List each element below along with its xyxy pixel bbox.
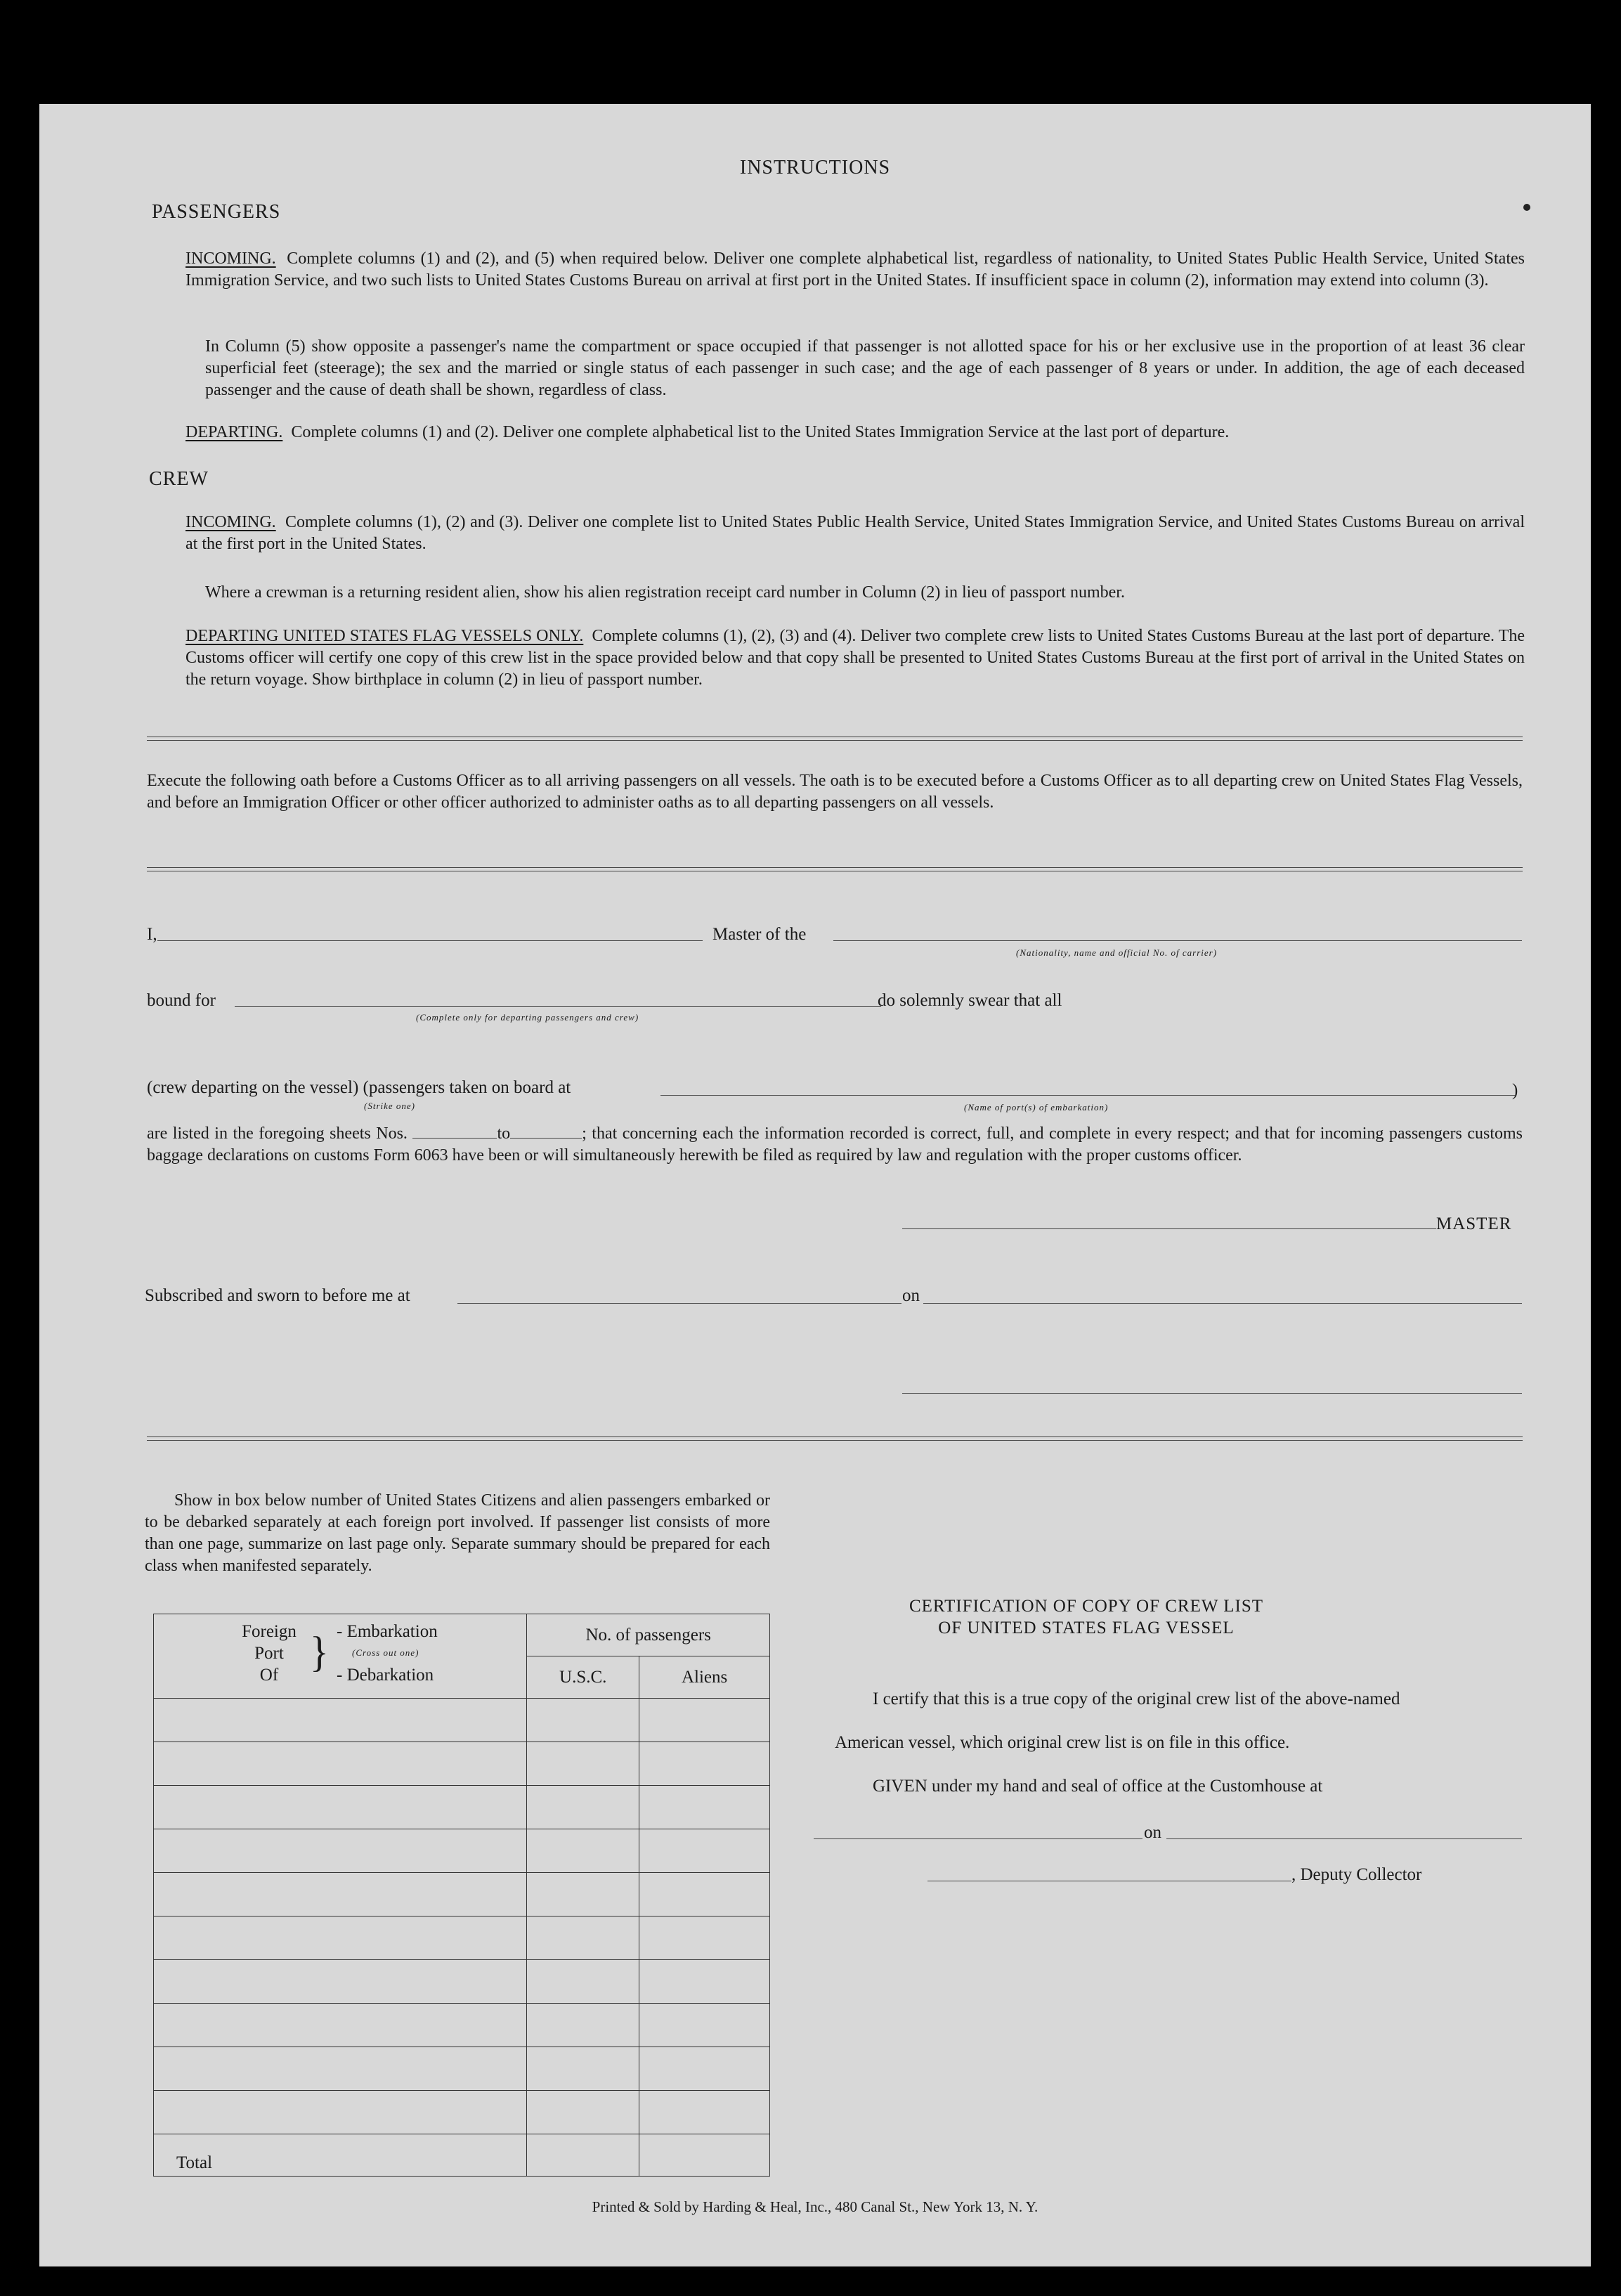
- port-cell[interactable]: [154, 1699, 527, 1742]
- bullet-dot: [1523, 204, 1530, 211]
- port-cell[interactable]: [154, 1873, 527, 1916]
- usc-cell[interactable]: [527, 1699, 639, 1742]
- port-cell[interactable]: [154, 1960, 527, 2004]
- strike-hint: (Strike one): [364, 1101, 416, 1111]
- column5-paragraph: In Column (5) show opposite a passenger's name the compartment or space occupied if that passenger is not allotted space for his or her exclusive use in the proportion of at least 36 clear superficial feet (steerage); the sex and the married or single status of each passenger in such case; and the age of each passenger of 8 years or under. In addition, the age of each deceased passenger and the cause of death shall be shown, regardless of class.: [205, 337, 1525, 399]
- summary-row: [154, 2091, 770, 2134]
- subscribed-date-line[interactable]: [923, 1303, 1522, 1304]
- aliens-cell[interactable]: [639, 2004, 770, 2047]
- summary-row: [154, 2004, 770, 2047]
- section-divider: [147, 737, 1523, 741]
- passengers-incoming-paragraph: [185, 248, 1525, 292]
- usc-cell[interactable]: [527, 2004, 639, 2047]
- summary-row: [154, 1873, 770, 1916]
- crew-incoming-paragraph: [185, 512, 1525, 555]
- passenger-summary-table: [153, 1614, 770, 2177]
- usc-cell[interactable]: [527, 2047, 639, 2091]
- form-sheet: [39, 104, 1591, 2266]
- embarkation-port-line[interactable]: [660, 1095, 1515, 1096]
- aliens-cell[interactable]: [639, 1873, 770, 1916]
- aliens-cell[interactable]: [639, 2047, 770, 2091]
- port-header-line-2: Port: [254, 1643, 284, 1663]
- lower-divider: [147, 1436, 1523, 1441]
- port-hint: (Name of port(s) of embarkation): [964, 1102, 1109, 1113]
- passengers-departing-text: Complete columns (1) and (2). Deliver one complete alphabetical list to the United States Immigration Service at the last port of departure.: [291, 423, 1230, 441]
- aliens-cell[interactable]: [639, 1742, 770, 1786]
- bound-for-label: bound for: [147, 991, 216, 1010]
- total-usc-cell[interactable]: [527, 2134, 639, 2177]
- aliens-cell[interactable]: [639, 1960, 770, 2004]
- listed-prefix: are listed in the foregoing sheets Nos.: [147, 1124, 408, 1143]
- crew-heading: CREW: [149, 468, 209, 490]
- certification-date-line[interactable]: [1166, 1838, 1522, 1839]
- instructions-title: INSTRUCTIONS: [739, 157, 891, 179]
- usc-cell[interactable]: [527, 1960, 639, 2004]
- crew-incoming-label: INCOMING.: [185, 513, 276, 531]
- usc-cell[interactable]: [527, 1742, 639, 1786]
- usc-header: U.S.C.: [527, 1656, 639, 1699]
- master-label: MASTER: [1436, 1214, 1512, 1233]
- passengers-heading: PASSENGERS: [152, 201, 281, 223]
- usc-cell[interactable]: [527, 1916, 639, 1960]
- given-text: GIVEN under my hand and seal of office at the Customhouse at: [873, 1777, 1323, 1796]
- port-cell[interactable]: [154, 2091, 527, 2134]
- sheet-from-blank[interactable]: [412, 1125, 497, 1139]
- bound-hint: (Complete only for departing passengers and crew): [416, 1012, 639, 1023]
- certification-title: [840, 1595, 1332, 1639]
- port-cell[interactable]: [154, 1786, 527, 1829]
- port-cell[interactable]: [154, 2004, 527, 2047]
- officer-signature-line[interactable]: [902, 1393, 1522, 1394]
- original-on-file-text: American vessel, which original crew list is on file in this office.: [835, 1733, 1290, 1752]
- usc-cell[interactable]: [527, 2091, 639, 2134]
- subscribed-on-label: on: [902, 1286, 920, 1305]
- aliens-cell[interactable]: [639, 2091, 770, 2134]
- printer-footer: Printed & Sold by Harding & Heal, Inc., 480 Canal St., New York 13, N. Y.: [592, 2198, 1039, 2215]
- subscribed-label: Subscribed and sworn to before me at: [145, 1286, 410, 1305]
- certification-title-line-1: CERTIFICATION OF COPY OF CREW LIST: [909, 1597, 1264, 1616]
- oath-divider: [147, 867, 1523, 871]
- oath-intro: Execute the following oath before a Customs Officer as to all arriving passengers on all vessels. The oath is to be executed before a Customs Officer as to all departing crew on United States Flag Vessels, and before an Immigration Officer or other officer authorized to administer oaths as to all departing passengers on all vessels.: [147, 772, 1523, 812]
- sheet-to-blank[interactable]: [510, 1125, 582, 1139]
- port-cell[interactable]: [154, 1742, 527, 1786]
- vessel-line[interactable]: [833, 940, 1522, 941]
- summary-row: [154, 1829, 770, 1873]
- brace-icon: }: [310, 1628, 329, 1676]
- usc-cell[interactable]: [527, 1786, 639, 1829]
- summary-row: [154, 1786, 770, 1829]
- port-header-line-1: Foreign: [242, 1621, 297, 1641]
- bound-for-line[interactable]: [235, 1006, 881, 1007]
- total-aliens-cell[interactable]: [639, 2134, 770, 2177]
- summary-instruction: Show in box below number of United States Citizens and alien passengers embarked or to be debarked separately at each foreign port involved. If passenger list consists of more than one page, summarize on last page only. Separate summary should be prepared for each class when manifested separately.: [145, 1491, 770, 1575]
- passengers-departing-paragraph: [185, 422, 1525, 443]
- listed-rest: ; that concerning each the information recorded is correct, full, and complete in every respect; and that for incoming passengers customs baggage declarations on customs Form 6063 have been or will simultaneously herewith be filed as required by law and regulation with the proper customs officer.: [147, 1124, 1523, 1165]
- crew-passenger-choice: (crew departing on the vessel) (passengers taken on board at: [147, 1078, 571, 1097]
- cross-out-hint: (Cross out one): [352, 1647, 419, 1658]
- port-header-line-3: Of: [259, 1665, 279, 1685]
- embarkation-label: - Embarkation: [337, 1621, 438, 1641]
- summary-row: [154, 2047, 770, 2091]
- master-name-line[interactable]: [157, 940, 703, 941]
- crew-departing-text: Complete columns (1), (2), (3) and (4). Deliver two complete crew lists to United States Customs Bureau at the last port of departure. The Customs officer will certify one copy of this crew list in the space provided below and that copy shall be presented to United States Customs Bureau at the first port of arrival in the United States on the return voyage. Show birthplace in column (2) in lieu of passport number.: [185, 627, 1525, 689]
- no-passengers-header: No. of passengers: [527, 1614, 770, 1656]
- subscribed-place-line[interactable]: [457, 1303, 901, 1304]
- crewman-paragraph: Where a crewman is a returning resident alien, show his alien registration receipt card number in Column (2) in lieu of passport number.: [205, 583, 1125, 602]
- aliens-header: Aliens: [639, 1656, 770, 1699]
- aliens-cell[interactable]: [639, 1916, 770, 1960]
- crew-departing-label: DEPARTING UNITED STATES FLAG VESSELS ONLY.: [185, 627, 584, 645]
- debarkation-label: - Debarkation: [337, 1665, 434, 1685]
- summary-row: [154, 1960, 770, 2004]
- master-signature-line[interactable]: [902, 1228, 1436, 1229]
- passengers-incoming-text: Complete columns (1) and (2), and (5) when required below. Deliver one complete alphabetical list, regardless of nationality, to United States Public Health Service, United States Immigration Service, and two such lists to United States Customs Bureau on arrival at first port in the United States. If insufficient space in column (2), information may extend into column (3).: [185, 249, 1525, 290]
- total-label-cell: [154, 2134, 527, 2177]
- master-of-label: Master of the: [712, 925, 807, 944]
- close-paren: ): [1512, 1081, 1518, 1100]
- aliens-cell[interactable]: [639, 1699, 770, 1742]
- summary-row: [154, 1916, 770, 1960]
- certification-on-label: on: [1144, 1823, 1161, 1842]
- swear-text: do solemnly swear that all: [878, 991, 1062, 1010]
- vessel-hint: (Nationality, name and official No. of carrier): [1016, 947, 1218, 958]
- listed-paragraph: [147, 1123, 1523, 1167]
- aliens-cell[interactable]: [639, 1786, 770, 1829]
- aliens-cell[interactable]: [639, 1829, 770, 1873]
- crew-departing-paragraph: [185, 625, 1525, 691]
- customhouse-line[interactable]: [814, 1838, 1142, 1839]
- usc-cell[interactable]: [527, 1829, 639, 1873]
- port-cell[interactable]: [154, 1829, 527, 1873]
- certification-title-line-2: OF UNITED STATES FLAG VESSEL: [938, 1619, 1235, 1637]
- total-label: Total: [176, 2153, 213, 2172]
- summary-row: [154, 1699, 770, 1742]
- port-cell[interactable]: [154, 2047, 527, 2091]
- summary-row: [154, 1742, 770, 1786]
- port-cell[interactable]: [154, 1916, 527, 1960]
- deputy-collector-label: , Deputy Collector: [1291, 1865, 1422, 1884]
- listed-to: to: [497, 1124, 511, 1143]
- certify-text: I certify that this is a true copy of the original crew list of the above-named: [873, 1689, 1400, 1708]
- passengers-incoming-label: INCOMING.: [185, 249, 276, 268]
- usc-cell[interactable]: [527, 1873, 639, 1916]
- oath-i-label: I,: [147, 925, 157, 944]
- port-header-cell: [154, 1614, 527, 1699]
- crew-incoming-text: Complete columns (1), (2) and (3). Deliver one complete list to United States Public Health Service, United States Immigration Service, and United States Customs Bureau on arrival at the first port in the United States.: [185, 513, 1525, 553]
- passengers-departing-label: DEPARTING.: [185, 423, 283, 441]
